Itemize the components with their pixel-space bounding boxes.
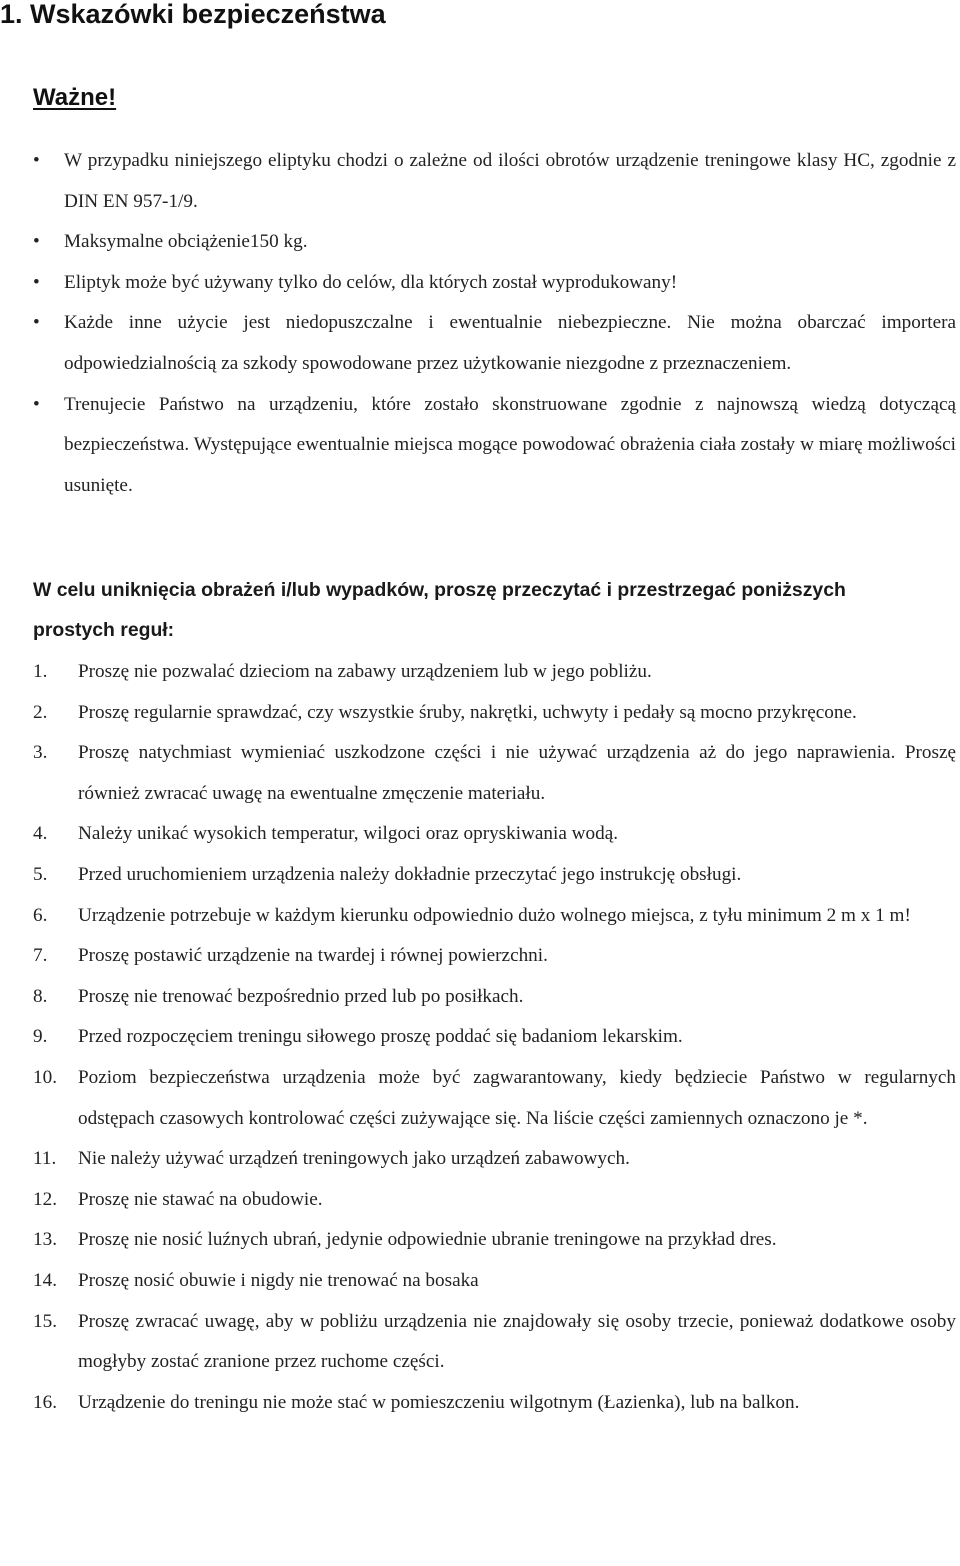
rule-number: 9.: [33, 1026, 48, 1048]
rule-text: Proszę natychmiast wymieniać uszkodzone części i nie używać urządzenia aż do jego naprawienia. Proszę również zwracać uwagę na ewentualne zmęczenie materiału.: [78, 742, 956, 804]
rule-number: 16.: [33, 1391, 57, 1413]
rule-item: [0, 1139, 960, 1180]
rule-number: 3.: [33, 742, 48, 764]
bullet-list: [0, 141, 960, 506]
rule-item: [0, 855, 960, 896]
bullet-text: Maksymalne obciążenie150 kg.: [64, 231, 308, 253]
rule-item: [0, 896, 960, 937]
rule-text: Proszę nie stawać na obudowie.: [78, 1188, 323, 1210]
rule-item: [0, 936, 960, 977]
rule-text: Przed rozpoczęciem treningu siłowego proszę poddać się badaniom lekarskim.: [78, 1026, 683, 1048]
rule-number: 6.: [33, 904, 48, 926]
rule-text: Nie należy używać urządzeń treningowych jako urządzeń zabawowych.: [78, 1148, 630, 1170]
bullet-icon: •: [33, 231, 40, 253]
rule-text: Proszę regularnie sprawdzać, czy wszystkie śruby, nakrętki, uchwyty i pedały są mocno przykręcone.: [78, 701, 857, 723]
bullet-item: [0, 263, 960, 304]
bullet-text: Eliptyk może być używany tylko do celów, dla których został wyprodukowany!: [64, 271, 678, 293]
rule-item: [0, 1302, 960, 1383]
rule-text: Proszę nie nosić luźnych ubrań, jedynie odpowiednie ubranie treningowe na przykład dres.: [78, 1229, 777, 1251]
rule-item: [0, 733, 960, 814]
bullet-icon: •: [33, 393, 40, 415]
rule-item: [0, 1261, 960, 1302]
rule-number: 12.: [33, 1188, 57, 1210]
rule-item: [0, 693, 960, 734]
bullet-icon: •: [33, 312, 40, 334]
rule-number: 14.: [33, 1269, 57, 1291]
warning-heading: W celu uniknięcia obrażeń i/lub wypadków, proszę przeczytać i przestrzegać poniższych prostych reguł:: [33, 579, 846, 641]
rule-number: 4.: [33, 823, 48, 845]
rule-item: [0, 1220, 960, 1261]
bullet-icon: •: [33, 150, 40, 171]
rule-text: Urządzenie do treningu nie może stać w pomieszczeniu wilgotnym (Łazienka), lub na balkon.: [78, 1391, 800, 1413]
rule-number: 1.: [33, 661, 48, 682]
bullet-item: [0, 385, 960, 507]
rule-text: Poziom bezpieczeństwa urządzenia może być zagwarantowany, kiedy będziecie Państwo w regularnych odstępach czasowych kontrolować części zużywające się. Na liście części zamiennych oznaczono je *.: [78, 1066, 956, 1129]
rules-list: [0, 652, 960, 1423]
important-heading: Ważne!: [33, 84, 117, 111]
bullet-item: [0, 222, 960, 263]
bullet-text: Każde inne użycie jest niedopuszczalne i ewentualnie niebezpieczne. Nie można obarczać importera odpowiedzialnością za szkody spowodowane przez użytkowanie niezgodne z przeznaczeniem.: [64, 312, 956, 374]
rule-text: Należy unikać wysokich temperatur, wilgoci oraz opryskiwania wodą.: [78, 823, 619, 845]
rule-number: 11.: [33, 1148, 57, 1170]
rule-number: 13.: [33, 1229, 57, 1251]
rule-number: 7.: [33, 945, 48, 967]
rule-text: Przed uruchomieniem urządzenia należy dokładnie przeczytać jego instrukcję obsługi.: [78, 863, 742, 885]
rule-text: Proszę zwracać uwagę, aby w pobliżu urządzenia nie znajdowały się osoby trzecie, ponieważ dodatkowe osoby mogłyby zostać zranione przez ruchome części.: [78, 1310, 956, 1373]
rule-number: 5.: [33, 863, 48, 885]
bullet-text: Trenujecie Państwo na urządzeniu, które zostało skonstruowane zgodnie z najnowszą wiedzą dotyczącą bezpieczeństwa. Występujące ewentualnie miejsca mogące powodować obrażenia ciała zostały w miarę możliwości usunięte.: [64, 393, 956, 496]
rule-text: Proszę postawić urządzenie na twardej i równej powierzchni.: [78, 945, 548, 967]
bullet-text: W przypadku niniejszego eliptyku chodzi o zależne od ilości obrotów urządzenie treningowe klasy HC, zgodnie z DIN EN 957-1/9.: [64, 150, 956, 212]
bullet-item: [0, 303, 960, 384]
rule-number: 8.: [33, 985, 48, 1007]
rule-text: Proszę nosić obuwie i nigdy nie trenować na bosaka: [78, 1269, 479, 1291]
rule-item: [0, 1058, 960, 1139]
rule-item: [0, 1180, 960, 1221]
rule-text: Proszę nie pozwalać dzieciom na zabawy urządzeniem lub w jego pobliżu.: [78, 661, 652, 682]
rule-item: [0, 1017, 960, 1058]
rule-item: [0, 652, 960, 693]
bullet-item: [0, 141, 960, 222]
rule-text: Proszę nie trenować bezpośrednio przed lub po posiłkach.: [78, 985, 524, 1007]
rule-number: 15.: [33, 1310, 57, 1332]
rule-item: [0, 814, 960, 855]
rule-number: 2.: [33, 701, 48, 723]
bullet-icon: •: [33, 271, 40, 293]
rule-item: [0, 1383, 960, 1424]
rule-number: 10.: [33, 1066, 57, 1088]
rule-item: [0, 977, 960, 1018]
rule-text: Urządzenie potrzebuje w każdym kierunku odpowiednio dużo wolnego miejsca, z tyłu minimum 2 m x 1 m!: [78, 904, 911, 926]
section-title: 1. Wskazówki bezpieczeństwa: [0, 0, 386, 29]
